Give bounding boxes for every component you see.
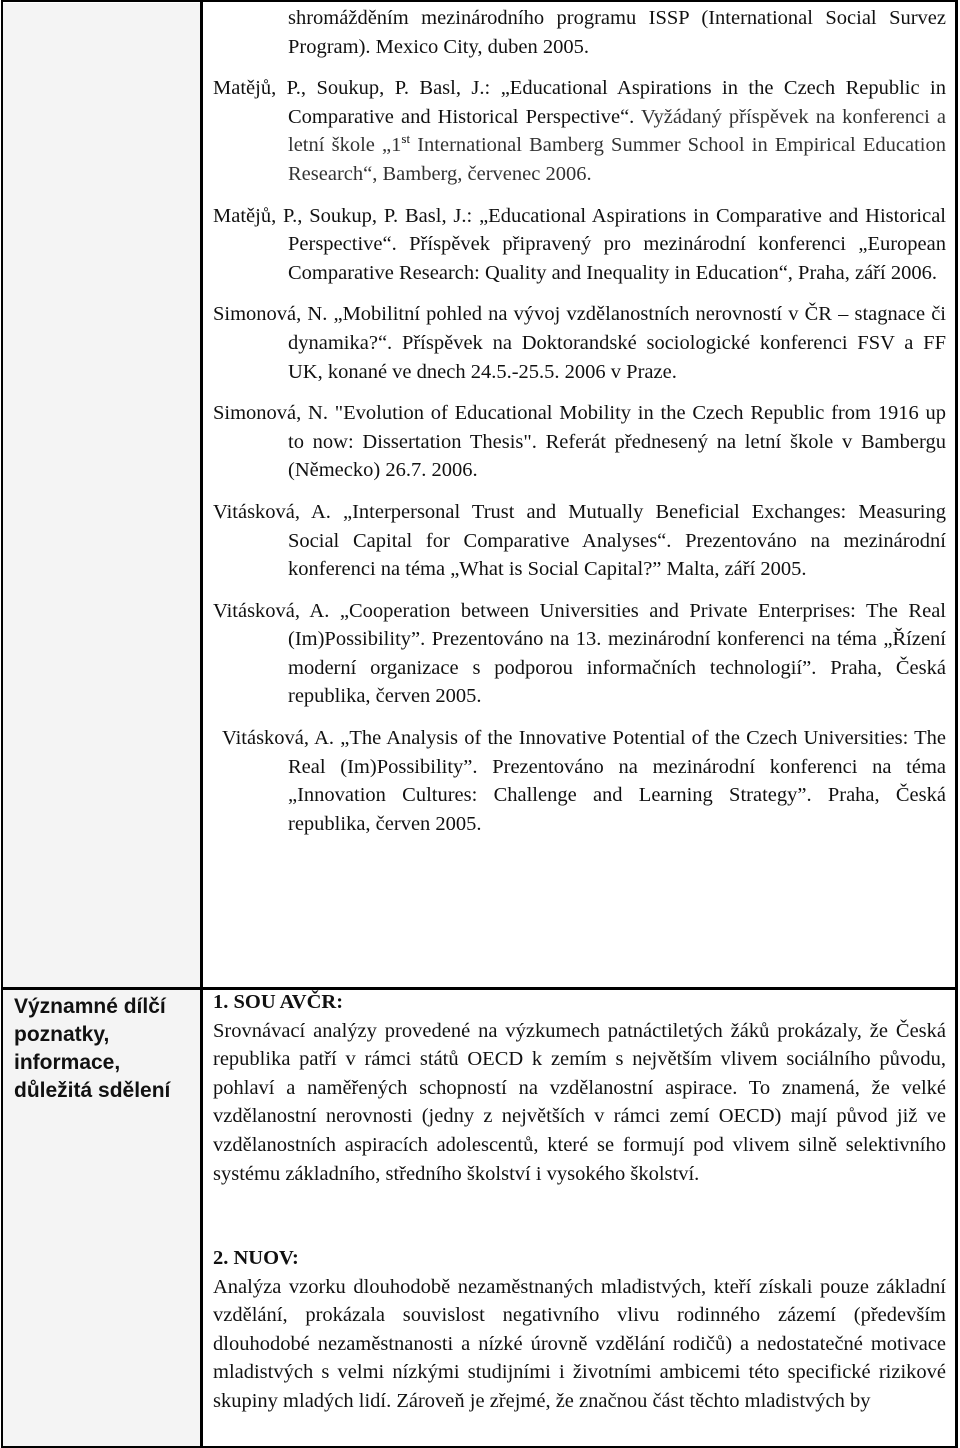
finding-section-1	[213, 988, 946, 1188]
reference-details: International Bamberg Summer School in Empirical Education Research“, Bamberg, červenec 2006.	[288, 134, 946, 185]
reference-title: „Educational Aspirations in Comparative and Historical Perspective“.	[288, 204, 946, 256]
section-body: Analýza vzorku dlouhodobě nezaměstnaných mladistvých, kteří získali pouze základní vzdělání, prokázala souvislost negativního vlivu rodinného zázemí (především dlouhodobé nezaměstnanosti a nízké úrovně vzdělání rodičů) a nedostatečné motivace mladistvých s velmi nízkými studijními i životními ambicemi této specifické rizikové skupiny mladých lidí. Zároveň je zřejmé, že značnou část těchto mladistvých by	[213, 1275, 946, 1412]
reference-entry	[213, 74, 946, 188]
reference-details: Příspěvek na Doktorandské sociologické konferenci FSV a FF UK, konané ve dnech 24.5.-25.5. 2006 v Praze.	[288, 331, 946, 383]
finding-section-2	[213, 1244, 946, 1416]
reference-author: Matějů, P., Soukup, P. Basl, J.:	[213, 204, 473, 227]
reference-details: Referát přednesený na letní škole v Bambergu (Německo) 26.7. 2006.	[288, 430, 946, 482]
reference-author: Vitásková, A.	[213, 500, 331, 523]
left-column-cell-top	[3, 3, 200, 988]
reference-entry	[213, 300, 946, 386]
reference-entry	[213, 399, 946, 485]
reference-title: „Cooperation between Universities and Private Enterprises: The Real (Im)Possibility”.	[288, 599, 946, 651]
section-heading: 1. SOU AVČR:	[213, 991, 344, 1013]
reference-title: „The Analysis of the Innovative Potential of the Czech Universities: The Real (Im)Possibility”.	[288, 727, 946, 778]
reference-entry	[213, 724, 946, 838]
reference-text: shromážděním mezinárodního programu ISSP (International Social Survez Program). Mexico City, duben 2005.	[288, 7, 946, 58]
reference-entry	[213, 597, 946, 711]
reference-superscript: st	[401, 131, 411, 147]
reference-title: „Interpersonal Trust and Mutually Beneficial Exchanges: Measuring Social Capital for Comparative Analyses“.	[288, 500, 946, 552]
reference-title: „Mobilitní pohled na vývoj vzdělanostních nerovností v ČR – stagnace či dynamika?“.	[288, 303, 946, 354]
reference-author: Simonová, N.	[213, 402, 328, 425]
table-border-right	[955, 0, 958, 1448]
table-border-left	[1, 0, 3, 1448]
reference-entry	[213, 202, 946, 288]
reference-details: Prezentováno na mezinárodní konferenci na téma „Innovation Cultures: Challenge and Learning Strategy”. Praha, Česká republika, červen 2005.	[288, 755, 946, 835]
table-border-top	[1, 0, 958, 2]
reference-details: Prezentováno na 13. mezinárodní konferenci na téma „Řízení moderní organizace s podporou informačních technologií”. Praha, Česká republika, červen 2005.	[288, 628, 947, 708]
reference-title: „Educational Aspirations in the Czech Republic in Comparative and Historical Perspective“.	[288, 77, 946, 128]
reference-author: Vitásková, A.	[213, 599, 330, 622]
reference-entry	[213, 498, 946, 584]
table-border-column-divider	[200, 0, 203, 1448]
reference-details: Vyžádaný příspěvek na konferenci a letní škole „1	[288, 105, 946, 157]
row-label: Významné dílčí poznatky, informace, důležitá sdělení	[14, 995, 171, 1102]
reference-details: Prezentováno na mezinárodní konferenci na téma „What is Social Capital?” Malta, září 2005.	[288, 529, 946, 581]
section-body: Srovnávací analýzy provedené na výzkumech patnáctiletých žáků prokázaly, že Česká republika patří v rámci států OECD k zemím s největším vlivem sociálního původu, pohlaví a naměřených schopností na vzdělanostní aspirace. To znamená, že velké vzdělanostní nerovnosti (jedny z největších v rámci zemí OECD) mají původ již ve vzdělanostních aspiracích adolescentů, které se formují pod vlivem silně selektivního systému základního, středního školství i vysokého školství.	[213, 1019, 946, 1185]
reference-author: Vitásková, A.	[222, 727, 335, 750]
reference-list	[213, 4, 946, 851]
reference-details: Příspěvek připravený pro mezinárodní konferenci „European Comparative Research: Quality and Inequality in Education“, Praha, září 2006.	[288, 233, 947, 284]
reference-author: Matějů, P., Soukup, P. Basl, J.:	[213, 77, 491, 100]
section-heading: 2. NUOV:	[213, 1247, 299, 1269]
reference-author: Simonová, N.	[213, 303, 328, 326]
reference-title: "Evolution of Educational Mobility in the Czech Republic from 1916 up to now: Dissertation Thesis".	[288, 402, 946, 453]
reference-entry	[213, 4, 946, 61]
